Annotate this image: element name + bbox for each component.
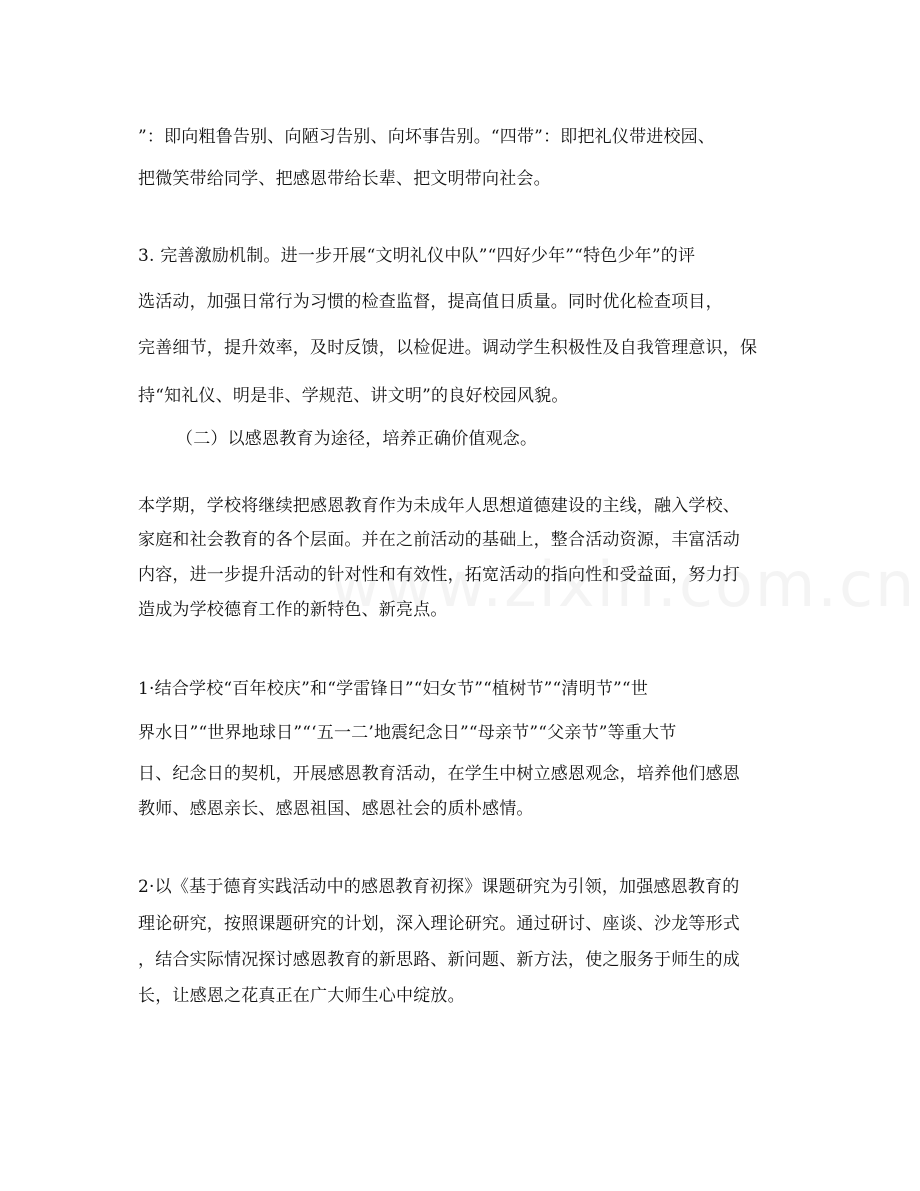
text-line: ，结合实际情况探讨感恩教育的新思路、新问题、新方法，使之服务于师生的成 — [138, 950, 740, 970]
section-heading: （二）以感恩教育为途径，培养正确价值观念。 — [176, 429, 538, 449]
text-line: 界水日”“世界地球日”“‘五一二’地震纪念日”“母亲节”“父亲节”等重大节 — [138, 723, 677, 743]
text-line: 持“知礼仪、明是非、学规范、讲文明”的良好校园风貌。 — [138, 386, 569, 406]
text-line: 把微笑带给同学、把感恩带给长辈、把文明带向社会。 — [138, 169, 551, 189]
text-line: 日、纪念日的契机，开展感恩教育活动，在学生中树立感恩观念，培养他们感恩 — [138, 764, 740, 784]
text-line: 教师、感恩亲长、感恩祖国、感恩社会的质朴感情。 — [138, 799, 534, 819]
text-line: 内容，进一步提升活动的针对性和有效性，拓宽活动的指向性和受益面，努力打 — [138, 565, 740, 585]
text-line: 长，让感恩之花真正在广大师生心中绽放。 — [138, 986, 465, 1006]
text-line: 1·结合学校“百年校庆”和“学雷锋日”“妇女节”“植树节”“清明节”“世 — [138, 679, 649, 699]
text-line: ”：即向粗鲁告别、向陋习告别、向坏事告别。“四带”：即把礼仪带进校园、 — [138, 127, 716, 147]
text-line: 2·以《基于德育实践活动中的感恩教育初探》课题研究为引领，加强感恩教育的 — [138, 877, 740, 897]
text-line: 3. 完善激励机制。进一步开展“文明礼仪中队”“四好少年”“特色少年”的评 — [138, 246, 696, 266]
text-line: 本学期，学校将继续把感恩教育作为未成年人思想道德建设的主线，融入学校、 — [138, 496, 740, 516]
text-line: 选活动，加强日常行为习惯的检查监督，提高值日质量。同时优化检查项目， — [138, 292, 723, 312]
text-line: 完善细节，提升效率，及时反馈，以检促进。调动学生积极性及自我管理意识，保 — [138, 338, 758, 358]
text-line: 造成为学校德育工作的新特色、新亮点。 — [138, 600, 448, 620]
text-line: 家庭和社会教育的各个层面。并在之前活动的基础上，整合活动资源，丰富活动 — [138, 530, 740, 550]
text-line: 理论研究，按照课题研究的计划，深入理论研究。通过研讨、座谈、沙龙等形式 — [138, 914, 740, 934]
